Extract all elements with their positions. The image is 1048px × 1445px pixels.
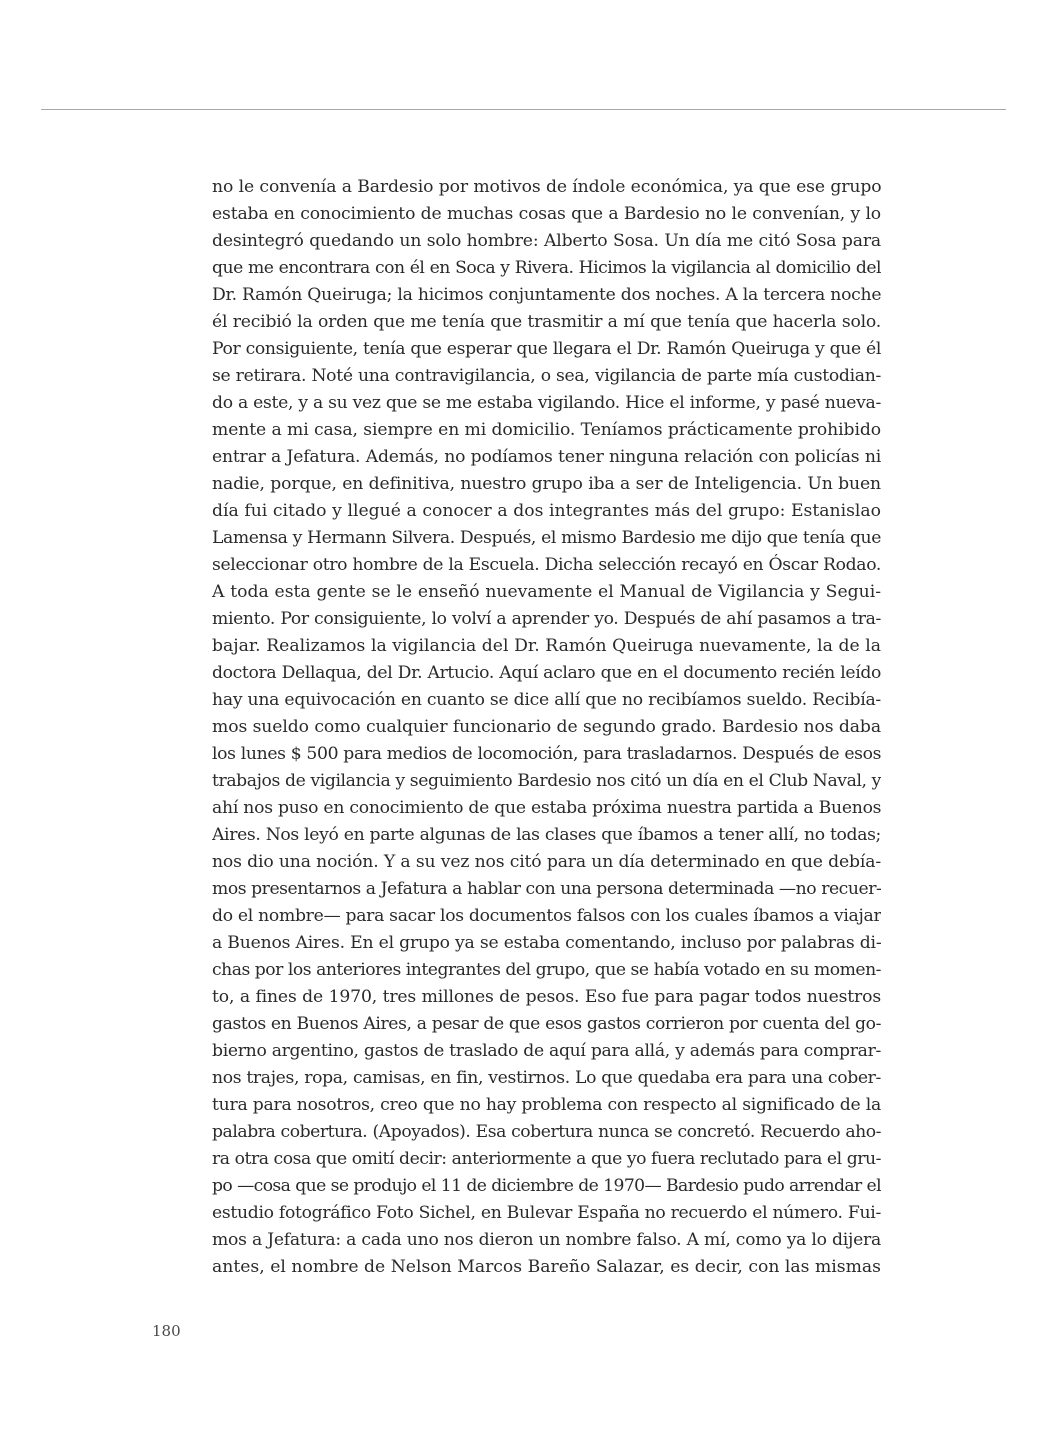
- text-line: ra otra cosa que omití decir: anteriormente a que yo fuera reclutado para el gru-: [212, 1149, 881, 1169]
- text-line: ahí nos puso en conocimiento de que estaba próxima nuestra partida a Buenos: [212, 798, 881, 818]
- page-number: 180: [152, 1322, 181, 1340]
- text-line: estudio fotográfico Foto Sichel, en Bulevar España no recuerdo el número. Fui-: [212, 1203, 881, 1223]
- text-line: él recibió la orden que me tenía que trasmitir a mí que tenía que hacerla solo.: [212, 312, 881, 332]
- text-line: desintegró quedando un solo hombre: Alberto Sosa. Un día me citó Sosa para: [212, 231, 881, 251]
- text-line: hay una equivocación en cuanto se dice allí que no recibíamos sueldo. Recibía-: [212, 690, 881, 710]
- text-line: tura para nosotros, creo que no hay problema con respecto al significado de la: [212, 1095, 881, 1115]
- text-line: gastos en Buenos Aires, a pesar de que esos gastos corrieron por cuenta del go-: [212, 1014, 881, 1034]
- text-line: nos trajes, ropa, camisas, en fin, vestirnos. Lo que quedaba era para una cober-: [212, 1068, 881, 1088]
- text-line: po —cosa que se produjo el 11 de diciembre de 1970— Bardesio pudo arrendar el: [212, 1176, 881, 1196]
- text-line: miento. Por consiguiente, lo volví a aprender yo. Después de ahí pasamos a tra-: [212, 609, 881, 629]
- text-line: que me encontrara con él en Soca y Rivera. Hicimos la vigilancia al domicilio del: [212, 258, 881, 278]
- text-line: Lamensa y Hermann Silvera. Después, el mismo Bardesio me dijo que tenía que: [212, 528, 881, 548]
- text-line: doctora Dellaqua, del Dr. Artucio. Aquí aclaro que en el documento recién leído: [212, 663, 881, 683]
- text-line: entrar a Jefatura. Además, no podíamos tener ninguna relación con policías ni: [212, 447, 881, 467]
- text-line: mos presentarnos a Jefatura a hablar con una persona determinada —no recuer-: [212, 879, 881, 899]
- body-text: [212, 174, 881, 1281]
- text-line: Por consiguiente, tenía que esperar que llegara el Dr. Ramón Queiruga y que él: [212, 339, 881, 359]
- header-rule: [41, 109, 1006, 110]
- text-line: trabajos de vigilancia y seguimiento Bardesio nos citó un día en el Club Naval, y: [212, 771, 881, 791]
- text-line: do el nombre— para sacar los documentos falsos con los cuales íbamos a viajar: [212, 906, 881, 926]
- text-line: a Buenos Aires. En el grupo ya se estaba comentando, incluso por palabras di-: [212, 933, 881, 953]
- text-line: chas por los anteriores integrantes del grupo, que se había votado en su momen-: [212, 960, 881, 980]
- text-line: A toda esta gente se le enseñó nuevamente el Manual de Vigilancia y Segui-: [212, 582, 881, 602]
- text-line: nadie, porque, en definitiva, nuestro grupo iba a ser de Inteligencia. Un buen: [212, 474, 881, 494]
- text-line: Dr. Ramón Queiruga; la hicimos conjuntamente dos noches. A la tercera noche: [212, 285, 881, 305]
- text-line: estaba en conocimiento de muchas cosas que a Bardesio no le convenían, y lo: [212, 204, 881, 224]
- text-line: to, a fines de 1970, tres millones de pesos. Eso fue para pagar todos nuestros: [212, 987, 881, 1007]
- text-line: Aires. Nos leyó en parte algunas de las clases que íbamos a tener allí, no todas;: [212, 825, 881, 845]
- text-line: antes, el nombre de Nelson Marcos Bareño Salazar, es decir, con las mismas: [212, 1257, 881, 1277]
- text-line: los lunes $ 500 para medios de locomoción, para trasladarnos. Después de esos: [212, 744, 881, 764]
- text-line: no le convenía a Bardesio por motivos de índole económica, ya que ese grupo: [212, 177, 881, 197]
- text-line: se retirara. Noté una contravigilancia, o sea, vigilancia de parte mía custodian-: [212, 366, 881, 386]
- text-line: bajar. Realizamos la vigilancia del Dr. Ramón Queiruga nuevamente, la de la: [212, 636, 881, 656]
- text-line: seleccionar otro hombre de la Escuela. Dicha selección recayó en Óscar Rodao.: [212, 555, 881, 575]
- text-line: palabra cobertura. (Apoyados). Esa cobertura nunca se concretó. Recuerdo aho-: [212, 1122, 881, 1142]
- text-line: día fui citado y llegué a conocer a dos integrantes más del grupo: Estanislao: [212, 501, 881, 521]
- text-line: mos a Jefatura: a cada uno nos dieron un nombre falso. A mí, como ya lo dijera: [212, 1230, 881, 1250]
- text-line: nos dio una noción. Y a su vez nos citó para un día determinado en que debía-: [212, 852, 881, 872]
- text-line: mos sueldo como cualquier funcionario de segundo grado. Bardesio nos daba: [212, 717, 881, 737]
- text-line: do a este, y a su vez que se me estaba vigilando. Hice el informe, y pasé nueva-: [212, 393, 881, 413]
- text-line: bierno argentino, gastos de traslado de aquí para allá, y además para comprar-: [212, 1041, 881, 1061]
- text-line: mente a mi casa, siempre en mi domicilio. Teníamos prácticamente prohibido: [212, 420, 881, 440]
